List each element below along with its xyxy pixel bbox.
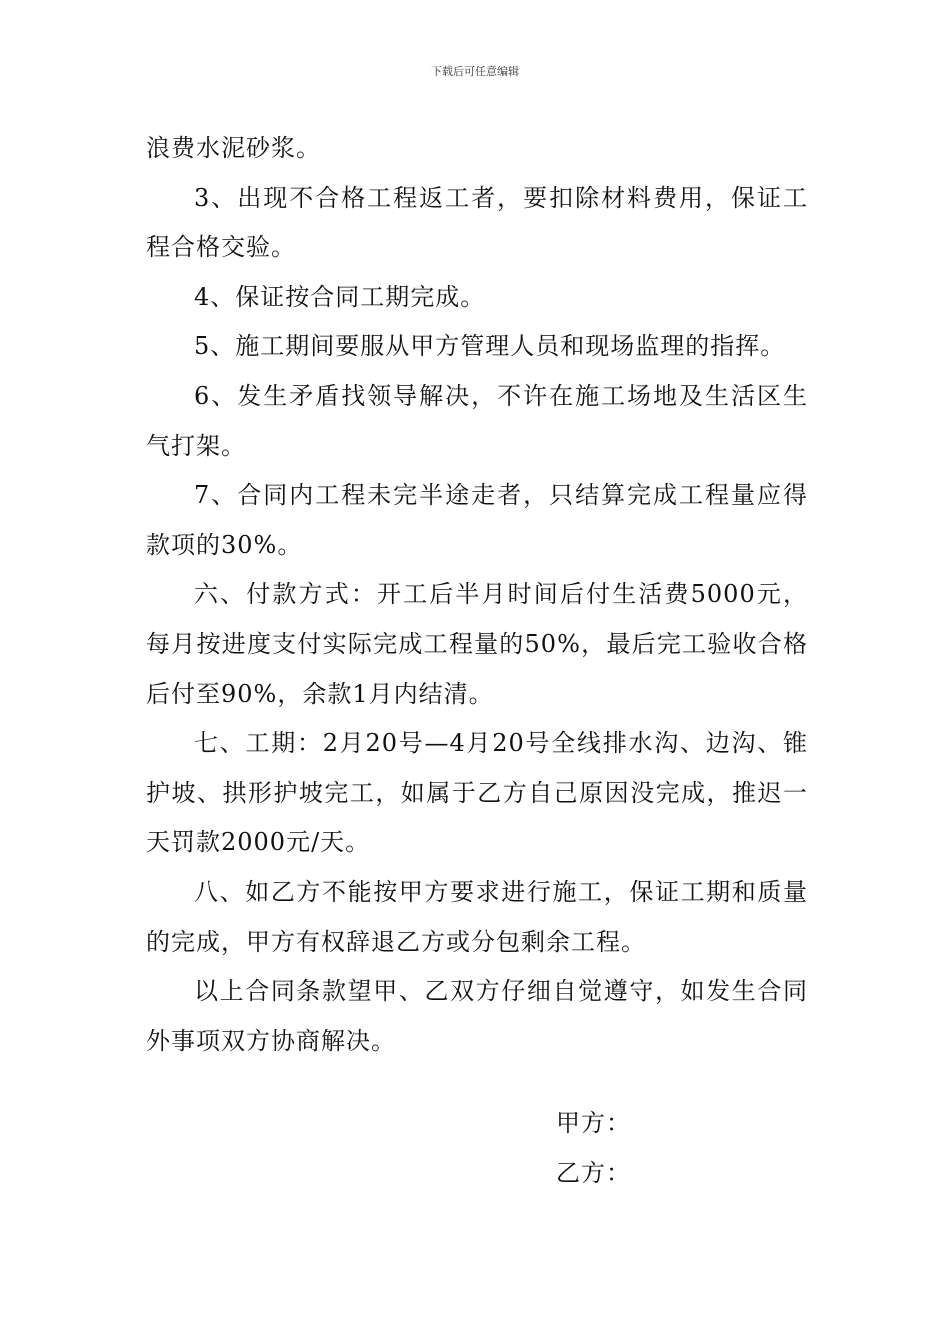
party-b-signature-label: 乙方： bbox=[556, 1159, 631, 1187]
contract-body bbox=[146, 124, 808, 1066]
party-a-signature-label: 甲方： bbox=[556, 1109, 631, 1137]
page-header-note: 下载后可任意编辑 bbox=[431, 65, 519, 78]
clause-7: 7、合同内工程未完半途走者，只结算完成工程量应得款项的30%。 bbox=[146, 481, 808, 559]
clause-4: 4、保证按合同工期完成。 bbox=[194, 282, 486, 311]
signature-block bbox=[556, 1098, 631, 1198]
clause-6: 6、发生矛盾找领导解决，不许在施工场地及生活区生气打架。 bbox=[146, 381, 808, 460]
section-payment-method: 六、付款方式：开工后半月时间后付生活费5000元，每月按进度支付实际完成工程量的50%，最后完工验收合格后付至90%，余款1月内结清。 bbox=[146, 580, 808, 708]
section-termination: 八、如乙方不能按甲方要求进行施工，保证工期和质量的完成，甲方有权辞退乙方或分包剩余工程。 bbox=[146, 877, 808, 956]
clause-5: 5、施工期间要服从甲方管理人员和现场监理的指挥。 bbox=[194, 332, 786, 361]
paragraph-continuation: 浪费水泥砂浆。 bbox=[146, 134, 321, 162]
section-construction-period: 七、工期：2月20号—4月20号全线排水沟、边沟、锥护坡、拱形护坡完工，如属于乙方自己原因没完成，推迟一天罚款2000元/天。 bbox=[146, 729, 808, 857]
closing-statement: 以上合同条款望甲、乙双方仔细自觉遵守，如发生合同外事项双方协商解决。 bbox=[146, 977, 808, 1055]
clause-3: 3、出现不合格工程返工者，要扣除材料费用，保证工程合格交验。 bbox=[146, 183, 808, 262]
